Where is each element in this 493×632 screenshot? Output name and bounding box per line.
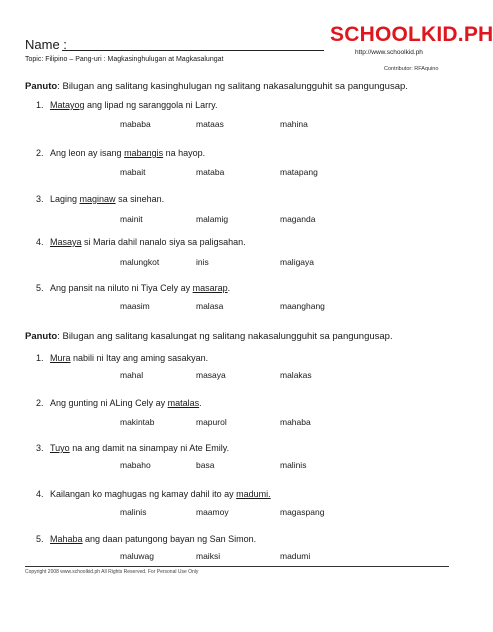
choice-option[interactable]: malasa [196, 301, 224, 311]
question-2-5: 5. Mahaba ang daan patungong bayan ng San Simon. [36, 534, 257, 544]
choice-option[interactable]: maanghang [280, 301, 325, 311]
underlined-word: Matayog [50, 100, 85, 110]
choice-option[interactable]: maamoy [196, 507, 229, 517]
question-1-4: 4. Masaya si Maria dahil nanalo siya sa paligsahan. [36, 237, 246, 247]
choice-option[interactable]: makintab [120, 417, 155, 427]
panuto-label: Panuto [25, 331, 58, 342]
choice-option[interactable]: maluwag [120, 551, 155, 561]
choice-option[interactable]: mabaho [120, 460, 151, 470]
panuto-text: : Bilugan ang salitang kasinghulugan ng salitang nakasalungguhit sa pangungusap. [57, 81, 408, 92]
question-number: 3. [36, 443, 44, 453]
choice-option[interactable]: maligaya [280, 257, 315, 267]
choice-option[interactable]: mahal [120, 370, 144, 380]
question-number: 4. [36, 489, 44, 499]
underlined-word: madumi. [236, 489, 271, 499]
underlined-word: Mura [50, 353, 71, 363]
underlined-word: masarap [192, 283, 228, 293]
contributor-credit: Contributor: RFAquino [384, 66, 439, 72]
choice-option[interactable]: inis [196, 257, 209, 267]
panuto-text: : Bilugan ang salitang kasalungat ng salitang nakasalungguhit sa pangungusap. [57, 331, 393, 342]
question-number: 3. [36, 194, 44, 204]
choice-option[interactable]: matapang [280, 167, 318, 177]
question-1-1: 1. Matayog ang lipad ng saranggola ni Larry. [36, 100, 218, 110]
choice-option[interactable]: malinis [120, 507, 147, 517]
choice-option[interactable]: maganda [280, 214, 316, 224]
question-2-4: 4. Kailangan ko maghugas ng kamay dahil ito ay madumi. [36, 489, 271, 499]
site-url: http://www.schoolkid.ph [355, 49, 423, 56]
choice-option[interactable]: malinis [280, 460, 307, 470]
question-1-3: 3. Laging maginaw sa sinehan. [36, 194, 165, 204]
choice-option[interactable]: malakas [280, 370, 312, 380]
footer-divider [25, 566, 449, 567]
question-number: 1. [36, 100, 44, 110]
choice-option[interactable]: maasim [120, 301, 150, 311]
question-number: 1. [36, 353, 44, 363]
choice-option[interactable]: mahaba [280, 417, 311, 427]
underlined-word: Tuyo [50, 443, 70, 453]
topic-line: Topic: Filipino – Pang-uri : Magkasinghulugan at Magkasalungat [25, 56, 224, 63]
question-number: 5. [36, 283, 44, 293]
name-blank-line[interactable] [62, 50, 324, 51]
choice-option[interactable]: mababa [120, 119, 151, 129]
question-number: 2. [36, 398, 44, 408]
panuto-instructions-1 [25, 81, 408, 92]
underlined-word: mabangis [124, 148, 164, 158]
underlined-word: maginaw [79, 194, 116, 204]
question-1-5: 5. Ang pansit na niluto ni Tiya Cely ay masarap. [36, 283, 231, 293]
choice-option[interactable]: basa [196, 460, 215, 470]
question-number: 4. [36, 237, 44, 247]
schoolkid-logo: SCHOOLKID.PH [330, 23, 493, 46]
choice-option[interactable]: masaya [196, 370, 226, 380]
choice-option[interactable]: malamig [196, 214, 229, 224]
choice-option[interactable]: mataas [196, 119, 224, 129]
question-2-1: 1. Mura nabili ni Itay ang aming sasakyan. [36, 353, 209, 363]
choice-option[interactable]: malungkot [120, 257, 160, 267]
choice-option[interactable]: mabait [120, 167, 146, 177]
question-2-3: 3. Tuyo na ang damit na sinampay ni Ate Emily. [36, 443, 230, 453]
question-2-2: 2. Ang gunting ni ALing Cely ay matalas. [36, 398, 202, 408]
choice-option[interactable]: mapurol [196, 417, 227, 427]
panuto-instructions-2 [25, 331, 393, 342]
question-1-2: 2. Ang leon ay isang mabangis na hayop. [36, 148, 206, 158]
underlined-word: matalas [167, 398, 200, 408]
choice-option[interactable]: madumi [280, 551, 311, 561]
footer-copyright: Copyright 2008 www.schoolkid.ph All Rights Reserved. For Personal Use Only [25, 569, 199, 575]
choice-option[interactable]: mataba [196, 167, 225, 177]
name-label: Name : [25, 37, 67, 52]
underlined-word: Mahaba [50, 534, 83, 544]
question-number: 2. [36, 148, 44, 158]
choice-option[interactable]: mahina [280, 119, 308, 129]
underlined-word: Masaya [50, 237, 82, 247]
choice-option[interactable]: magaspang [280, 507, 325, 517]
choice-option[interactable]: mainit [120, 214, 143, 224]
panuto-label: Panuto [25, 81, 58, 92]
choice-option[interactable]: maiksi [196, 551, 221, 561]
question-number: 5. [36, 534, 44, 544]
